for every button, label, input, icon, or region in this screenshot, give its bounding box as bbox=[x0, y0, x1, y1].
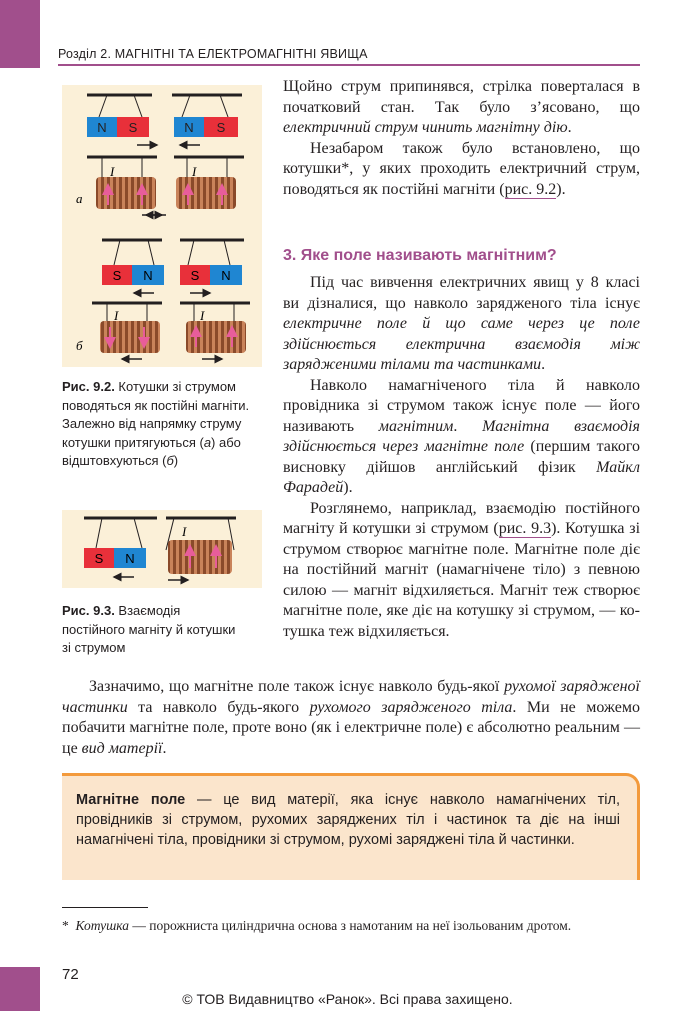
magnet-pole-n: N bbox=[143, 268, 153, 283]
current-label: I bbox=[192, 164, 197, 179]
label-b: б bbox=[76, 338, 83, 353]
figure-reference-9-2[interactable]: рис. 9.2 bbox=[504, 180, 557, 198]
chapter-header: Розділ 2. МАГНІТНІ ТА ЕЛЕКТРОМАГНІТНІ ЯВИЩА bbox=[58, 47, 368, 61]
label-a: а bbox=[76, 191, 83, 206]
header-rule bbox=[58, 64, 640, 66]
paragraph-3: Під час вивчення електричних явищ у 8 класі ви дізналися, що навколо зарядженого тіла існує електричне поле й що саме через це поле здійснюється електрична взаємодія між зарядженими тілами та частинками. Навколо намагніченого тіла й навколо провідника зі струмом також існує поле — його називають магнітним. Магнітна взаємодія здійснюється через магнітне поле (першим такого висновку дійшов англійський фізик Майкл Фарадей). Розглянемо, наприклад, взаємодію постійного магніту й котушки зі струмом (рис. 9.3). Котушка зі струмом створює магнітне поле. Магнітне поле діє на постійний магніт (намагнічене тіло) з певною силою — магніт відхиляється. Магніт теж створює магнітне поле, яке діє на котушку зі струмом, — котушка теж відхиляється. bbox=[283, 274, 641, 640]
coils-row-b bbox=[92, 303, 250, 359]
footnote: * Котушка — порожниста циліндрична основа з намотаним на неї ізольованим дротом. bbox=[62, 918, 572, 933]
magnet-pole-n: N bbox=[184, 120, 194, 135]
section-heading: 3. Яке поле називають магнітним? bbox=[283, 247, 557, 264]
magnet-pole-s: S bbox=[128, 120, 138, 135]
paragraph-1: Щойно струм припинявся, стрілка поверталася в початковий стан. Так було з’ясовано, що електричний струм чинить магнітну дію. Незабаром також було встановлено, що котушки*, у яких проходить електричний струм, поводяться як постійні магніти (рис. 9.2). bbox=[283, 78, 640, 198]
magnet-pole-s: S bbox=[94, 551, 104, 566]
footnote-rule bbox=[62, 907, 148, 908]
magnet-pole-s: S bbox=[190, 268, 200, 283]
current-label: I bbox=[200, 308, 205, 323]
magnet-pole-s: S bbox=[216, 120, 226, 135]
definition-term: Магнітне поле bbox=[76, 792, 186, 808]
magnet-pole-n: N bbox=[221, 268, 231, 283]
coils-row-a bbox=[87, 157, 244, 215]
magnet-pole-s: S bbox=[112, 268, 122, 283]
current-label: I bbox=[182, 524, 187, 539]
caption-number: Рис. 9.2. bbox=[62, 379, 115, 394]
caption-number: Рис. 9.3. bbox=[62, 603, 115, 618]
current-label: I bbox=[110, 164, 115, 179]
paragraph-6: Зазначимо, що магнітне поле також існує навколо будь-якої рухомої зарядженої частинки та навколо будь-якого рухомого зарядженого тіла. Ми не можемо побачити магнітне поле, проте воно (як і електричне поле) є абсолютно реальним — це вид матерії. bbox=[62, 678, 641, 757]
top-accent-bar bbox=[0, 0, 40, 68]
page-number: 72 bbox=[62, 966, 79, 983]
magnets-row-a bbox=[87, 95, 242, 145]
magnet-pole-n: N bbox=[125, 551, 135, 566]
figure-9-3-caption: Рис. 9.3. Взаємодія постійного магніту й котушки зі струмом bbox=[62, 603, 236, 655]
figure-9-2 bbox=[62, 85, 262, 367]
copyright-notice: © ТОВ Видавництво «Ранок». Всі права захищено. bbox=[182, 991, 513, 1007]
magnets-row-b bbox=[102, 240, 244, 293]
figure-9-3 bbox=[62, 510, 262, 588]
figure-reference-9-3[interactable]: рис. 9.3 bbox=[498, 520, 552, 537]
current-label: I bbox=[114, 308, 119, 323]
magnet-pole-n: N bbox=[97, 120, 107, 135]
definition-text: Магнітне поле — це вид матерії, яка існує навколо намагнічених тіл, провідників зі струмом, рухомих заряджених тіл і частинок та діє на інші намагнічені тіла, провідники зі струмом, рухомі заряджені тіла й частинки. bbox=[76, 792, 621, 848]
figure-9-2-caption: Рис. 9.2. Котушки зі струмом поводяться як постійні магніти. Залежно від напрямку струму котушки притягуються (а) або відштовхуються (б) bbox=[62, 379, 250, 468]
